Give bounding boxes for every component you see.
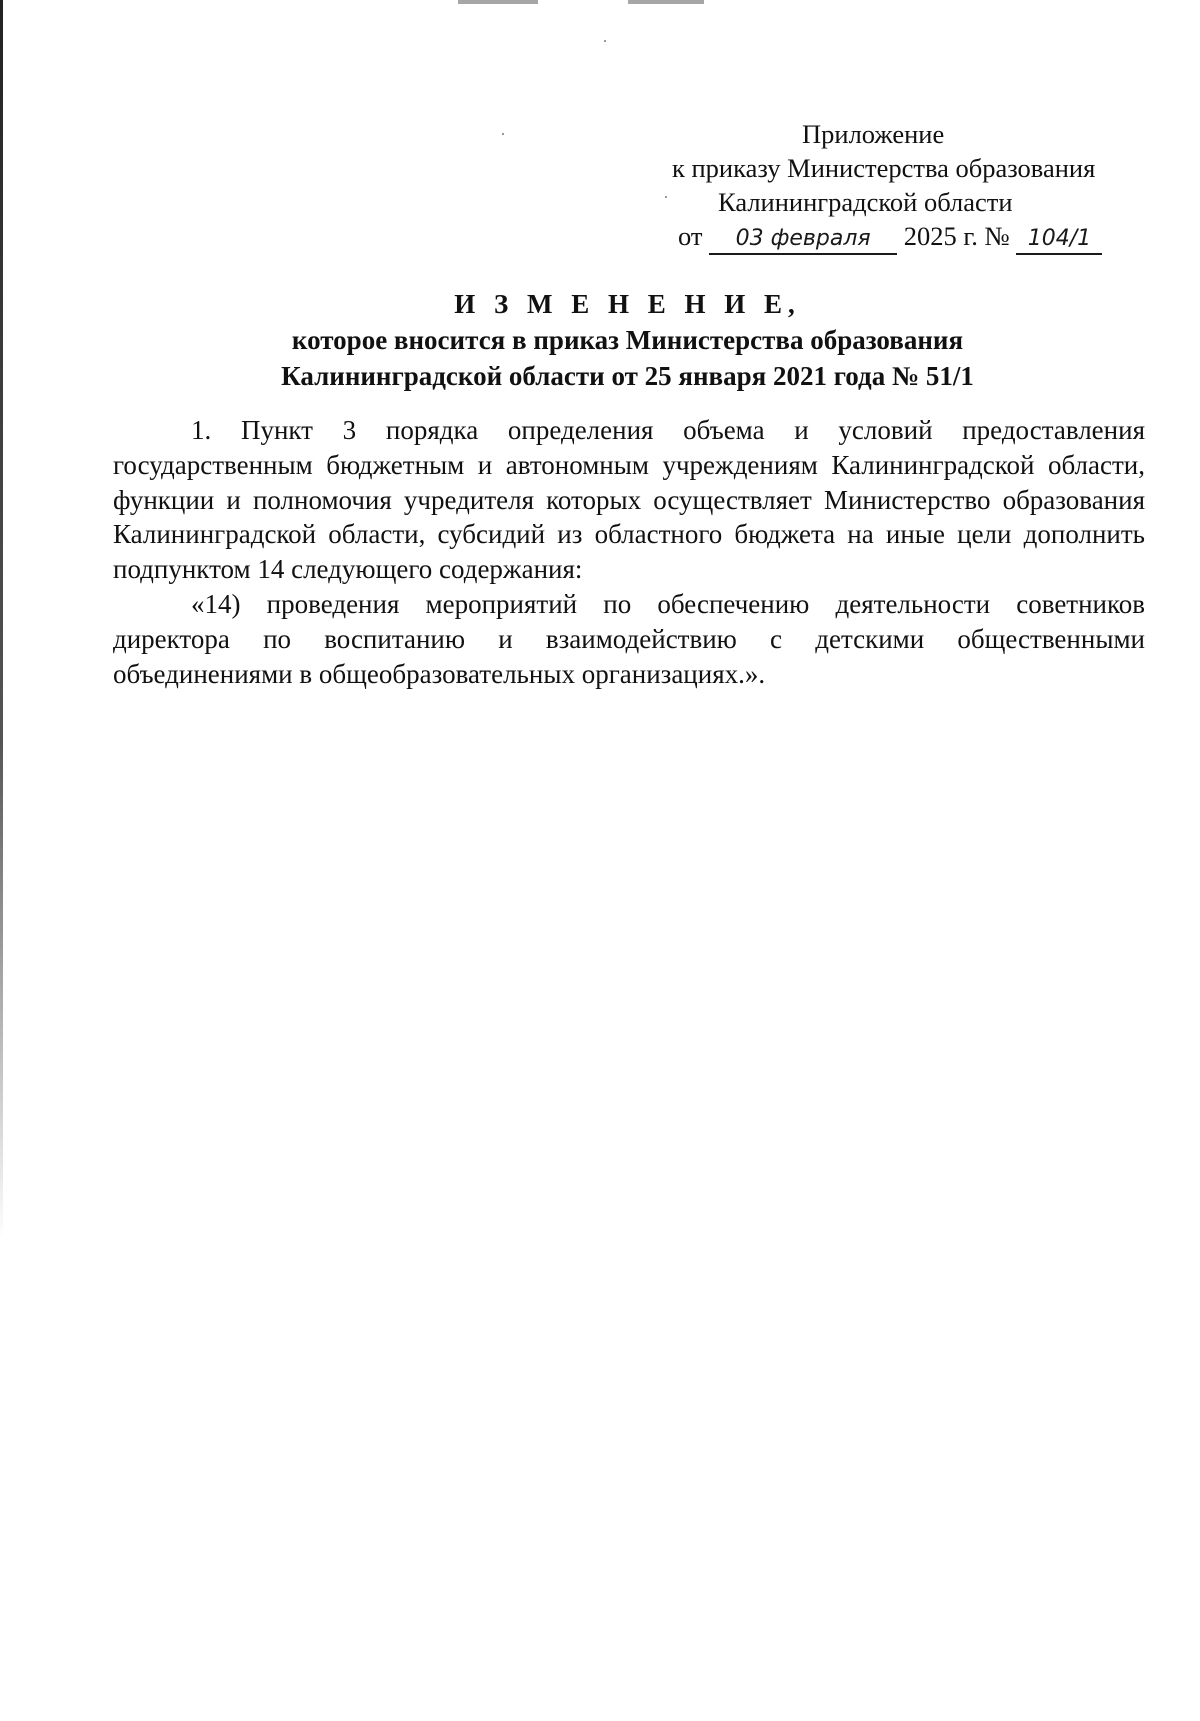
title-main: И З М Е Н Е Н И Е, xyxy=(454,289,801,319)
attachment-order-ref: к приказу Министерства образования xyxy=(672,153,1096,183)
body-paragraph-1: 1. Пункт 3 порядка определения объема и условий предоставления государственным бюджетным и автономным учреждениям Калининградской области, функции и полномочия учредителя которых осуществляет Министерство образования Калининградской области, субсидий из областного бюджета на иные цели дополнить подпунктом 14 следующего содержания: xyxy=(113,415,1145,585)
scan-artifact-top-right xyxy=(628,0,704,4)
document-body xyxy=(113,413,1145,691)
attachment-date-line xyxy=(600,219,1160,255)
attachment-label: Приложение xyxy=(802,119,945,149)
year-number-label: 2025 г. № xyxy=(903,221,1010,251)
body-paragraph-2: «14) проведения мероприятий по обеспечению деятельности советников директора по воспитанию и взаимодействию с детскими общественными объединениями в общеобразовательных организациях.». xyxy=(113,588,1145,689)
handwritten-order-number: 104/1 xyxy=(1016,225,1102,255)
attachment-header xyxy=(600,117,1160,255)
document-title xyxy=(110,286,1145,394)
scan-left-edge xyxy=(0,0,3,1240)
scan-artifact-top-left xyxy=(458,0,538,4)
scan-dot xyxy=(502,133,504,135)
attachment-region: Калининградской области xyxy=(718,187,1013,217)
handwritten-date: 03 февраля xyxy=(709,225,897,255)
scan-dot xyxy=(604,40,606,42)
title-subtitle-line2: Калининградской области от 25 января 2021 года № 51/1 xyxy=(281,361,974,391)
date-prefix: от xyxy=(678,221,703,251)
title-subtitle-line1: которое вносится в приказ Министерства образования xyxy=(291,325,964,355)
